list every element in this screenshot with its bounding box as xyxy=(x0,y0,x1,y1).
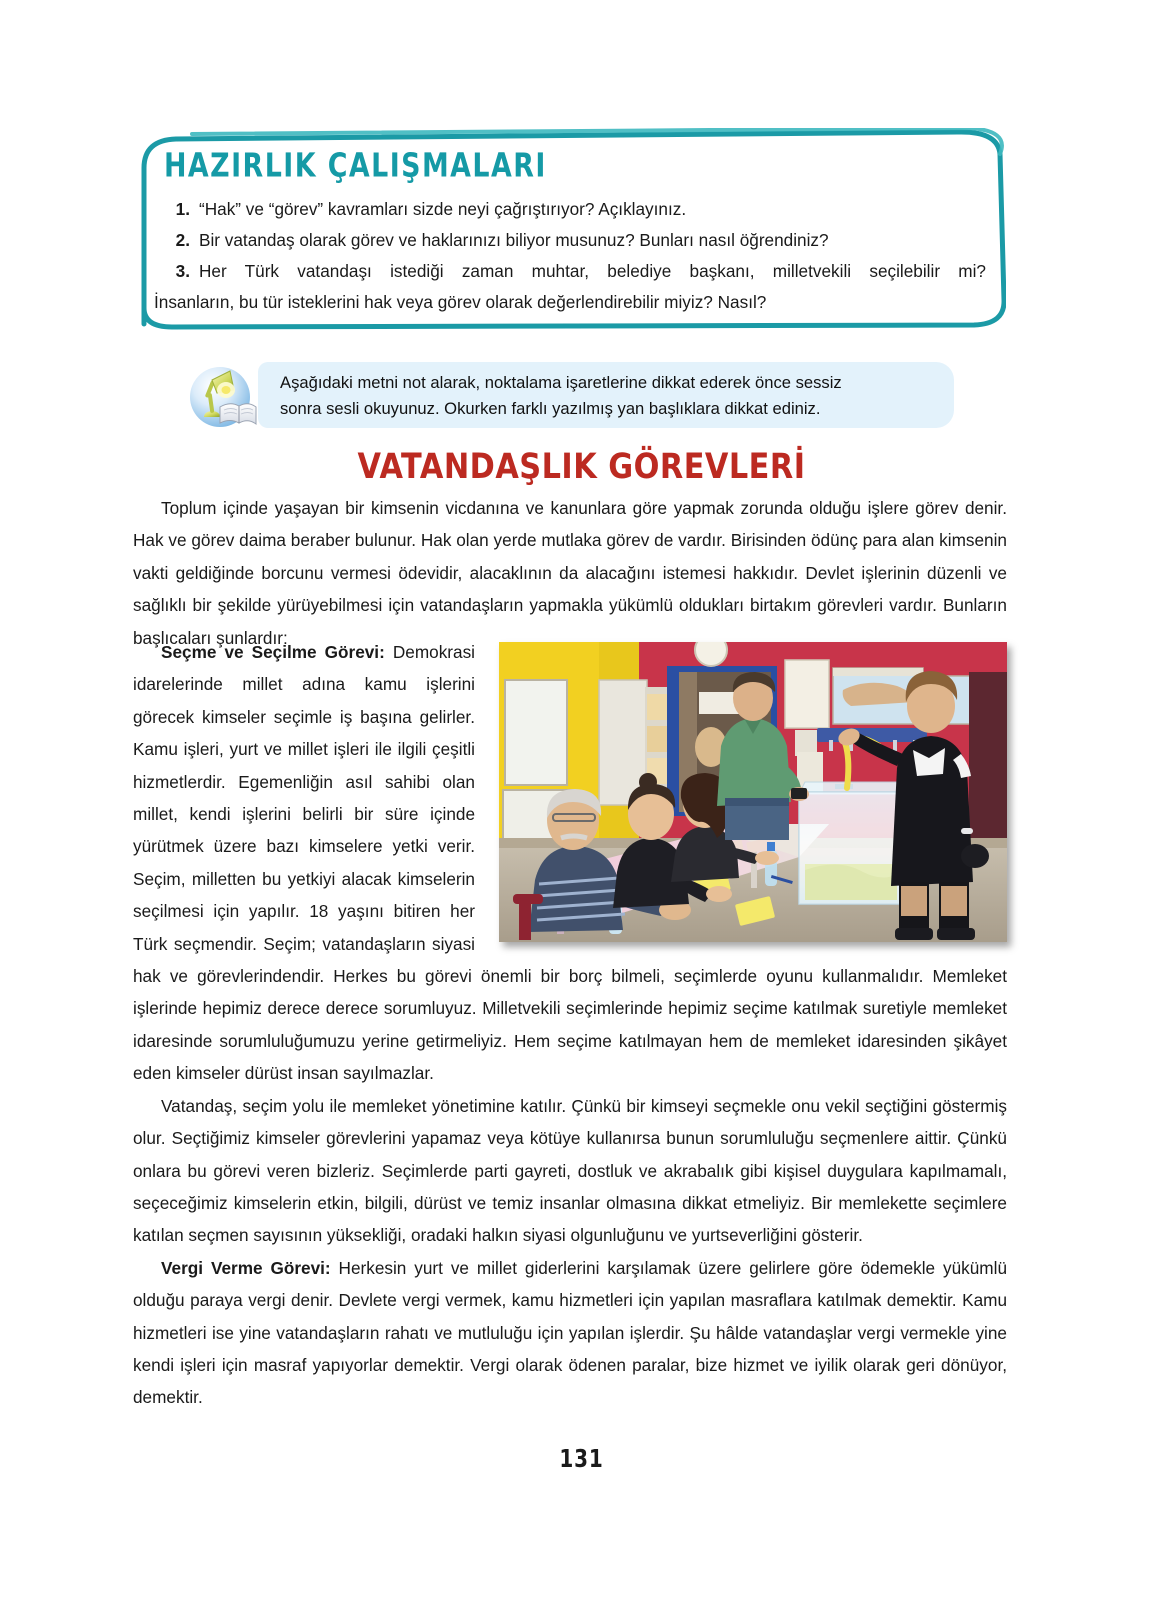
paragraph-4 xyxy=(133,1252,1007,1414)
list-item-label: Her Türk vatandaşı istediği zaman muhtar, belediye başkanı, milletvekili seçilebilir mi? xyxy=(199,261,986,281)
list-item-number: 1. xyxy=(175,199,190,219)
reading-instruction-line-1: Aşağıdaki metni not alarak, noktalama işaretlerine dikkat ederek önce sessiz xyxy=(280,373,842,392)
reading-instruction-line-2: sonra sesli okuyunuz. Okurken farklı yazılmış yan başlıklara dikkat ediniz. xyxy=(280,398,821,418)
paragraph-4-heading: Vergi Verme Görevi: xyxy=(161,1257,331,1278)
preparation-box-tail-text: İnsanların, bu tür isteklerini hak veya görev olarak değerlendirebilir miyiz? Nasıl? xyxy=(154,292,767,312)
polling-station-photo-image xyxy=(499,642,1007,942)
preparation-activities-box xyxy=(132,128,1006,330)
list-item xyxy=(160,194,986,225)
list-item-number: 3. xyxy=(175,261,190,281)
article-body-flow xyxy=(133,636,1007,1414)
list-item-label: “Hak” ve “görev” kavramları sizde neyi çağrıştırıyor? Açıklayınız. xyxy=(199,199,687,219)
paragraph-4-text: Herkesin yurt ve millet giderlerini karşılamak üzere gelirlere göre ödemekle yükümlü olduğu paraya vergi denir. Devlete vergi vermek, kamu hizmetleri için yapılan masraflara katılmak demektir. Kamu hizmetleri ise yine vatandaşların rahatı ve mutluluğu için yapılan işlerdir. Şu hâlde vatandaşlar vergi vermekle yine kendi işleri için masraf yapıyorlar demektir. Vergi olarak ödenen paralar, bize hizmet ve iyilik olarak geri dönüyor, demektir. xyxy=(133,1257,1008,1408)
reading-instruction-strip xyxy=(182,362,954,428)
lamp-and-open-book-icon xyxy=(182,360,260,432)
reading-instruction-bubble xyxy=(258,362,954,428)
paragraph-3: Vatandaş, seçim yolu ile memleket yönetimine katılır. Çünkü bir kimseyi seçmekle onu vekil seçtiğini göstermiş olur. Seçtiğimiz kimseler görevlerini yapamaz veya kötüye kullanırsa bunun sorumluluğu seçmenlere aittir. Çünkü onlara bu görevi veren bizleriz. Seçimlerde parti gayreti, dostluk ve akrabalık gibi kişisel duygulara kapılmamalı, seçeceğimiz kimselerin etkin, bilgili, dürüst ve temiz insanlar olmasına dikkat etmeliyiz. Bir memlekette seçimlere katılan seçmen sayısının yüksekliği, oradaki halkın siyasi olgunluğunu ve yurtseverliğini gösterir. xyxy=(133,1095,1007,1246)
list-item-label: Bir vatandaş olarak görev ve haklarınızı biliyor musunuz? Bunları nasıl öğrendiniz? xyxy=(199,230,829,250)
paragraph-2-text: Demokrasi idarelerinde millet adına kamu işlerini görecek kimseler seçimle iş başına gelirler. Kamu işleri, yurt ve millet işleri ile ilgili çeşitli hizmetlerdir. Egemenliğin asıl sahibi olan millet, kendi işlerini belirli bir süre içinde yürütmek üzere bazı kimselere yetki verir. Seçim, milletten bu yetkiyi alacak kimselerin seçilmesi için yapılır. 18 yaşını bitiren her Türk seçmendir. Seçim; vatandaşların siyasi hak ve görevlerindendir. Herkes bu görevi önemli bir borç bilmeli, seçimlerde oyunu kullanmalıdır. Memleket işlerinde hepimiz derece derece sorumluyuz. Milletvekili seçimlerinde hepimiz seçime katılmak suretiyle memleket idaresinde sorumluluğumuzu yerine getirmeliyiz. Hem seçime katılmayan hem de memleket idaresinden şikâyet eden kimseler dürüst insan sayılmazlar. xyxy=(133,642,1007,1084)
preparation-questions-list xyxy=(160,194,986,287)
article-body xyxy=(133,492,1007,654)
list-item xyxy=(160,225,986,256)
list-item-number: 2. xyxy=(175,230,190,250)
preparation-box-title: HAZIRLIK ÇALIŞMALARI xyxy=(164,146,547,185)
polling-station-photo xyxy=(499,642,1007,942)
page-title: VATANDAŞLIK GÖREVLERİ xyxy=(357,445,806,487)
paragraph-1: Toplum içinde yaşayan bir kimsenin vicdanına ve kanunlara göre yapmak zorunda olduğu işlere görev denir. Hak ve görev daima beraber bulunur. Hak olan yerde mutlaka görev de vardır. Birisinden ödünç para alan kimsenin vakti geldiğinde borcunu vermesi ödevidir, alacaklının da alacağını istemesi hakkıdır. Devlet işlerinin düzenli ve sağlıklı bir şekilde yürüyebilmesi için vatandaşların yapmakla yükümlü oldukları birtakım görevleri vardır. Bunların başlıcaları şunlardır: xyxy=(133,498,1007,648)
list-item xyxy=(160,256,986,287)
page-number: 131 xyxy=(559,1444,604,1473)
paragraph-2-heading: Seçme ve Seçilme Görevi: xyxy=(161,642,385,662)
